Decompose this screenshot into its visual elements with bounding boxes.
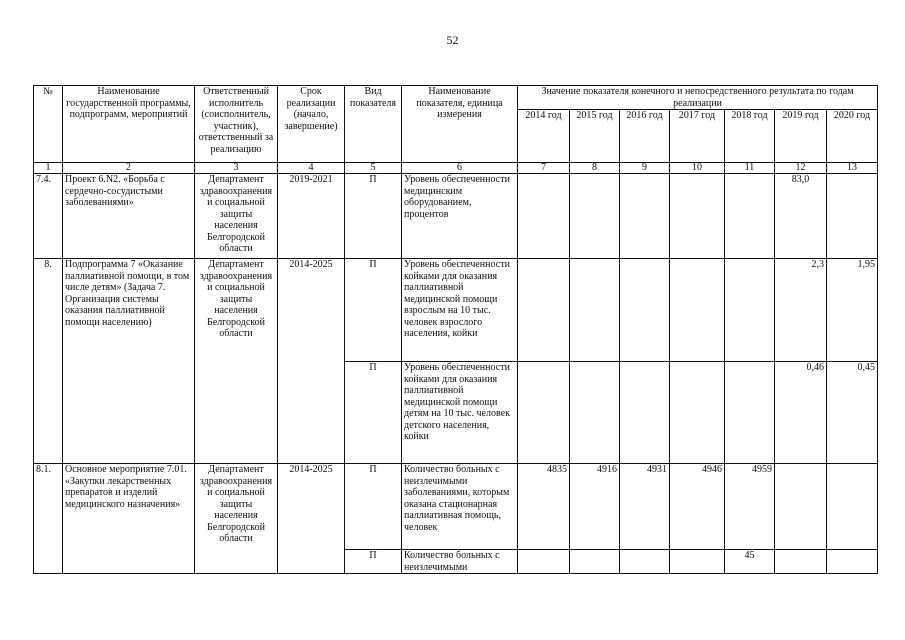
column-number: 1 — [34, 163, 63, 174]
value-cell — [620, 259, 670, 362]
page-number: 52 — [446, 33, 459, 47]
column-number: 9 — [620, 163, 670, 174]
value-cell — [670, 362, 725, 464]
value-cell: 4916 — [570, 464, 620, 550]
value-cell: 0,46 — [775, 362, 827, 464]
value-cell — [620, 174, 670, 259]
value-cell — [570, 550, 620, 574]
indicator-name: Уровень обеспеченности койками для оказания паллиативной медицинской помощи взрослым на 10 тыс. человек взрослого населения, койки — [402, 259, 518, 362]
value-cell — [670, 259, 725, 362]
value-cell: 4835 — [518, 464, 570, 550]
value-cell: 0,45 — [827, 362, 878, 464]
row-responsible: Департамент здравоохранения и социальной защиты населения Белгородской области — [195, 174, 278, 259]
indicator-name: Количество больных с неизлечимыми заболеваниями, которым оказана стационарная паллиативная помощь, человек — [402, 464, 518, 550]
header-year: 2019 год — [775, 110, 827, 163]
column-number: 3 — [195, 163, 278, 174]
row-name: Подпрограмма 7 «Оказание паллиативной помощи, в том числе детям» (Задача 7. Организация системы оказания паллиативной помощи населению) — [63, 259, 195, 464]
header-year: 2017 год — [670, 110, 725, 163]
value-cell: 4959 — [725, 464, 775, 550]
header-row — [34, 86, 878, 110]
value-cell — [570, 174, 620, 259]
value-cell — [827, 174, 878, 259]
header-type: Вид показателя — [345, 86, 402, 163]
row-number: 8. — [34, 259, 63, 464]
row-term: 2014-2025 — [278, 259, 345, 464]
header-year: 2020 год — [827, 110, 878, 163]
column-number: 4 — [278, 163, 345, 174]
row-name: Основное мероприятие 7.01. «Закупки лекарственных препаратов и изделий медицинского назначения» — [63, 464, 195, 574]
value-cell — [620, 550, 670, 574]
value-cell — [775, 550, 827, 574]
value-cell — [827, 464, 878, 550]
header-year: 2016 год — [620, 110, 670, 163]
value-cell — [518, 174, 570, 259]
column-numbers-row — [34, 163, 878, 174]
indicator-name: Количество больных с неизлечимыми — [402, 550, 518, 574]
indicator-type: П — [345, 550, 402, 574]
value-cell — [775, 464, 827, 550]
value-cell: 2,3 — [775, 259, 827, 362]
value-cell — [518, 550, 570, 574]
indicators-table — [33, 85, 878, 574]
value-cell — [518, 259, 570, 362]
value-cell — [620, 362, 670, 464]
row-term: 2014-2025 — [278, 464, 345, 574]
column-number: 7 — [518, 163, 570, 174]
value-cell — [725, 362, 775, 464]
indicator-type: П — [345, 174, 402, 259]
header-values-group: Значение показателя конечного и непосредственного результата по годам реализации — [518, 86, 878, 110]
column-number: 11 — [725, 163, 775, 174]
header-year: 2018 год — [725, 110, 775, 163]
column-number: 12 — [775, 163, 827, 174]
indicator-name: Уровень обеспеченности медицинским оборудованием, процентов — [402, 174, 518, 259]
indicator-type: П — [345, 259, 402, 362]
column-number: 5 — [345, 163, 402, 174]
value-cell — [518, 362, 570, 464]
row-responsible: Департамент здравоохранения и социальной защиты населения Белгородской области — [195, 259, 278, 464]
column-number: 13 — [827, 163, 878, 174]
header-year: 2014 год — [518, 110, 570, 163]
table-row — [34, 259, 878, 362]
header-indicator: Наименование показателя, единица измерения — [402, 86, 518, 163]
header-responsible: Ответственный исполнитель (соисполнитель, участник), ответственный за реализацию — [195, 86, 278, 163]
indicator-name: Уровень обеспеченности койками для оказания паллиативной медицинской помощи детям на 10 тыс. человек детского населения, койки — [402, 362, 518, 464]
value-cell: 4946 — [670, 464, 725, 550]
header-year: 2015 год — [570, 110, 620, 163]
row-name: Проект 6.N2. «Борьба с сердечно-сосудистыми заболеваниями» — [63, 174, 195, 259]
row-term: 2019-2021 — [278, 174, 345, 259]
value-cell — [725, 259, 775, 362]
header-name: Наименование государственной программы, подпрограмм, мероприятий — [63, 86, 195, 163]
column-number: 8 — [570, 163, 620, 174]
value-cell: 1,95 — [827, 259, 878, 362]
value-cell — [570, 362, 620, 464]
value-cell: 4931 — [620, 464, 670, 550]
header-term: Срок реализации (начало, завершение) — [278, 86, 345, 163]
indicator-type: П — [345, 362, 402, 464]
value-cell — [570, 259, 620, 362]
column-number: 2 — [63, 163, 195, 174]
indicator-type: П — [345, 464, 402, 550]
column-number: 6 — [402, 163, 518, 174]
value-cell — [670, 174, 725, 259]
row-number: 7.4. — [34, 174, 63, 259]
row-responsible: Департамент здравоохранения и социальной защиты населения Белгородской области — [195, 464, 278, 574]
row-number: 8.1. — [34, 464, 63, 574]
value-cell — [670, 550, 725, 574]
value-cell: 83,0 — [775, 174, 827, 259]
table-row — [34, 464, 878, 550]
value-cell — [827, 550, 878, 574]
header-no: № — [34, 86, 63, 163]
value-cell: 45 — [725, 550, 775, 574]
column-number: 10 — [670, 163, 725, 174]
table-row — [34, 174, 878, 259]
value-cell — [725, 174, 775, 259]
